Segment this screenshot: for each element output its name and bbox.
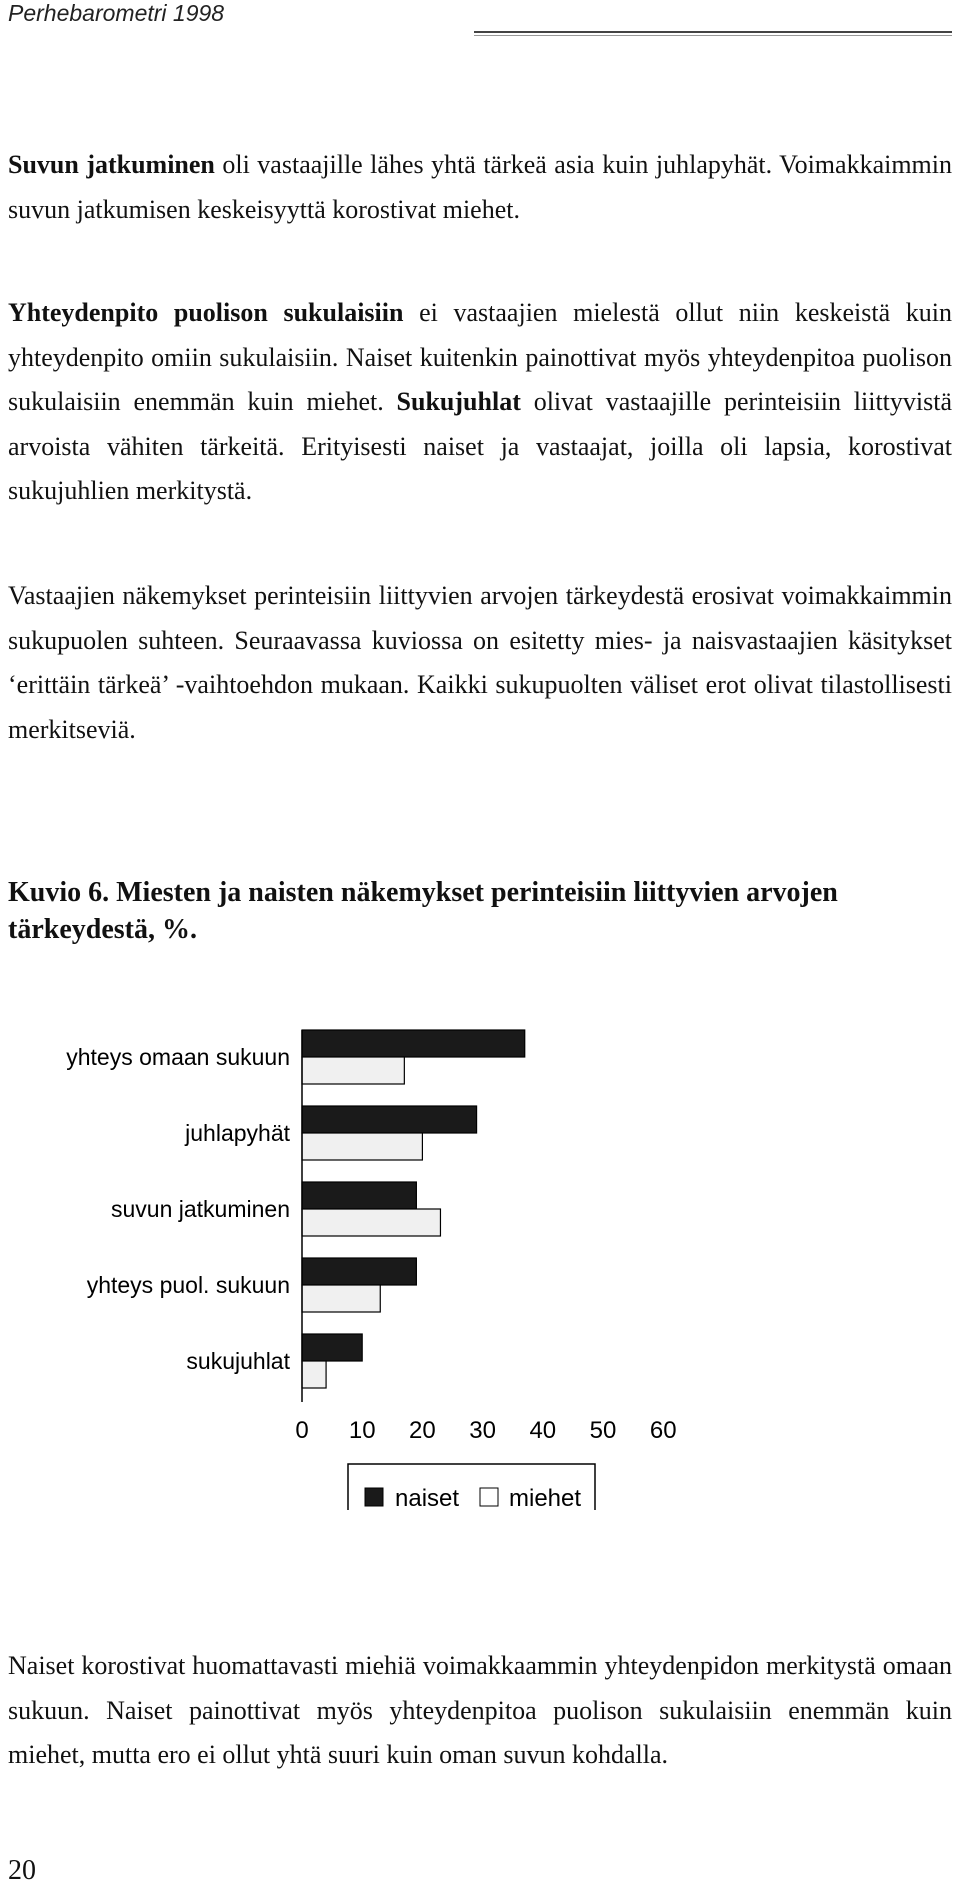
bold-term: Sukujuhlat	[396, 387, 521, 416]
category-label: sukujuhlat	[186, 1348, 290, 1374]
page-number: 20	[8, 1855, 36, 1886]
category-label: yhteys omaan sukuun	[66, 1044, 290, 1070]
x-tick-label: 50	[589, 1417, 617, 1444]
bar-naiset-2	[302, 1182, 416, 1209]
bar-naiset-3	[302, 1258, 416, 1285]
category-label: suvun jatkuminen	[111, 1196, 290, 1222]
x-tick-label: 0	[295, 1417, 309, 1444]
x-tick-label: 10	[348, 1417, 376, 1444]
legend-swatch-miehet	[480, 1488, 498, 1506]
paragraph-text: olivat vastaajille perinteisiin liittyvistä arvoista vähiten tärkeitä. Erityisesti naiset ja vastaajat, joilla oli lapsia, korostivat sukujuhlien merkitystä.	[8, 387, 952, 505]
bar-miehet-2	[302, 1209, 440, 1236]
legend-label-miehet: miehet	[509, 1485, 582, 1510]
paragraph-text: oli vastaajille lähes yhtä tärkeä asia kuin juhlapyhät. Voimakkaimmin suvun jatkumisen keskeisyyttä korostivat miehet.	[8, 150, 952, 224]
paragraph-text: Vastaajien näkemykset perinteisiin liittyvien arvojen tärkeydestä erosivat voimakkaimmin sukupuolen suhteen. Seuraavassa kuviossa on esitetty mies- ja naisvastaajien käsitykset ‘erittäin tärkeä’ -vaihtoehdon mukaan. Kaikki sukupuolten väliset erot olivat tilastollisesti merkitseviä.	[8, 581, 952, 744]
bold-term: Suvun jatkuminen	[8, 150, 215, 179]
chart-bars	[302, 1030, 525, 1388]
category-label: juhlapyhät	[185, 1120, 290, 1146]
x-tick-label: 20	[409, 1417, 436, 1444]
paragraph-nakemykset	[8, 574, 952, 752]
legend-label-naiset: naiset	[395, 1485, 460, 1510]
bar-miehet-4	[302, 1361, 326, 1388]
x-tick-label: 40	[529, 1417, 557, 1444]
bar-chart	[0, 1010, 960, 1510]
x-tick-label: 60	[649, 1417, 677, 1444]
x-tick-labels	[295, 1417, 676, 1444]
running-header: Perhebarometri 1998	[8, 0, 225, 26]
legend	[348, 1464, 595, 1510]
paragraph-suvun-jatkuminen	[8, 143, 952, 232]
paragraph-text: ei vastaajien mielestä ollut niin keskeistä kuin yhteydenpito omiin sukulaisiin. Naiset kuitenkin painottivat myös yhteydenpitoa puolison sukulaisiin enemmän kuin miehet.	[8, 298, 952, 416]
paragraph-naiset-korostivat	[8, 1644, 952, 1778]
category-label: yhteys puol. sukuun	[86, 1272, 290, 1298]
bar-naiset-1	[302, 1106, 477, 1133]
bold-term: Yhteydenpito puolison sukulaisiin	[8, 298, 404, 327]
header-rule	[474, 31, 952, 33]
bar-miehet-0	[302, 1057, 404, 1084]
x-tick-label: 30	[469, 1417, 496, 1444]
bar-miehet-1	[302, 1133, 422, 1160]
bar-miehet-3	[302, 1285, 380, 1312]
header-rule-thin	[474, 35, 952, 36]
bar-naiset-4	[302, 1334, 362, 1361]
paragraph-text: Naiset korostivat huomattavasti miehiä voimakkaammin yhteydenpidon merkitystä omaan sukuun. Naiset painottivat myös yhteydenpitoa puolison sukulaisiin enemmän kuin miehet, mutta ero ei ollut yhtä suuri kuin oman suvun kohdalla.	[8, 1651, 952, 1769]
category-labels	[66, 1044, 290, 1374]
bar-naiset-0	[302, 1030, 525, 1057]
legend-swatch-naiset	[365, 1488, 383, 1506]
figure-caption: Kuvio 6. Miesten ja naisten näkemykset perinteisiin liittyvien arvojen tärkeydestä, %.	[8, 877, 838, 945]
paragraph-yhteydenpito	[8, 291, 952, 514]
